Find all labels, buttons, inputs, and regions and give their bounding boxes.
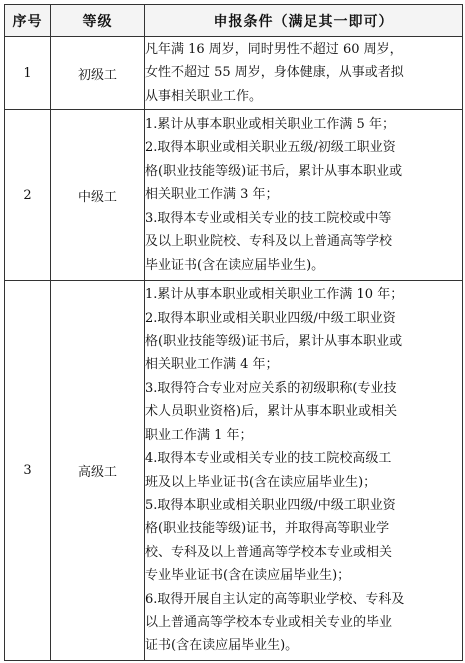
row-number: 2: [5, 110, 51, 281]
condition-line: 以上普通高等学校本专业或相关专业的毕业: [145, 614, 393, 630]
condition-line: 相关职业工作满 3 年；: [145, 187, 279, 203]
condition-line: 校、专科及以上普通高等学校本专业或相关: [145, 544, 393, 560]
row-level: 高级工: [51, 281, 145, 661]
condition-line: 1.累计从事本职业或相关职业工作满 10 年；: [145, 287, 404, 303]
row-conditions: [145, 110, 463, 281]
condition-line: 格(职业技能等级)证书后，累计从事本职业或: [145, 334, 403, 350]
condition-line: 相关职业工作满 4 年；: [145, 357, 279, 373]
condition-line: 班及以上毕业证书(含在读应届毕业生)；: [145, 474, 377, 490]
condition-line: 职业工作满 1 年；: [145, 427, 253, 443]
header-no: 序号: [5, 5, 51, 37]
header-row: [5, 5, 463, 37]
header-level: 等级: [51, 5, 145, 37]
table-row: [5, 37, 463, 110]
row-number: 1: [5, 37, 51, 110]
table-row: [5, 281, 463, 661]
condition-line: 1.累计从事本职业或相关职业工作满 5 年；: [145, 117, 395, 133]
condition-line: 女性不超过 55 周岁，身体健康，从事或者拟: [145, 65, 404, 81]
condition-line: 证书(含在读应届毕业生)。: [145, 638, 299, 654]
row-conditions: [145, 37, 463, 110]
row-level: 初级工: [51, 37, 145, 110]
requirements-table: [4, 4, 463, 661]
condition-line: 5.取得本职业或相关职业四级/中级工职业资: [145, 497, 396, 513]
condition-line: 2.取得本职业或相关职业五级/初级工职业资: [145, 140, 396, 156]
condition-line: 2.取得本职业或相关职业四级/中级工职业资: [145, 310, 396, 326]
condition-line: 4.取得本专业或相关专业的技工院校高级工: [145, 451, 392, 467]
condition-line: 术人员职业资格)后，累计从事本职业或相关: [145, 404, 398, 420]
condition-line: 格(职业技能等级)证书，并取得高等职业学: [145, 521, 390, 537]
header-condition: 申报条件（满足其一即可）: [145, 5, 463, 37]
table-row: [5, 110, 463, 281]
condition-line: 6.取得开展自主认定的高等职业学校、专科及: [145, 591, 405, 607]
condition-line: 毕业证书(含在读应届毕业生)。: [145, 257, 325, 273]
row-conditions: [145, 281, 463, 661]
condition-line: 专业毕业证书(含在读应届毕业生)；: [145, 568, 351, 584]
condition-line: 及以上职业院校、专科及以上普通高等学校: [145, 234, 393, 250]
condition-line: 3.取得符合专业对应关系的初级职称(专业技: [145, 380, 397, 396]
condition-line: 3.取得本专业或相关专业的技工院校或中等: [145, 210, 392, 226]
condition-line: 从事相关职业工作。: [145, 88, 263, 104]
row-number: 3: [5, 281, 51, 661]
condition-line: 格(职业技能等级)证书后，累计从事本职业或: [145, 163, 403, 179]
condition-line: 凡年满 16 周岁，同时男性不超过 60 周岁，: [145, 41, 403, 57]
row-level: 中级工: [51, 110, 145, 281]
